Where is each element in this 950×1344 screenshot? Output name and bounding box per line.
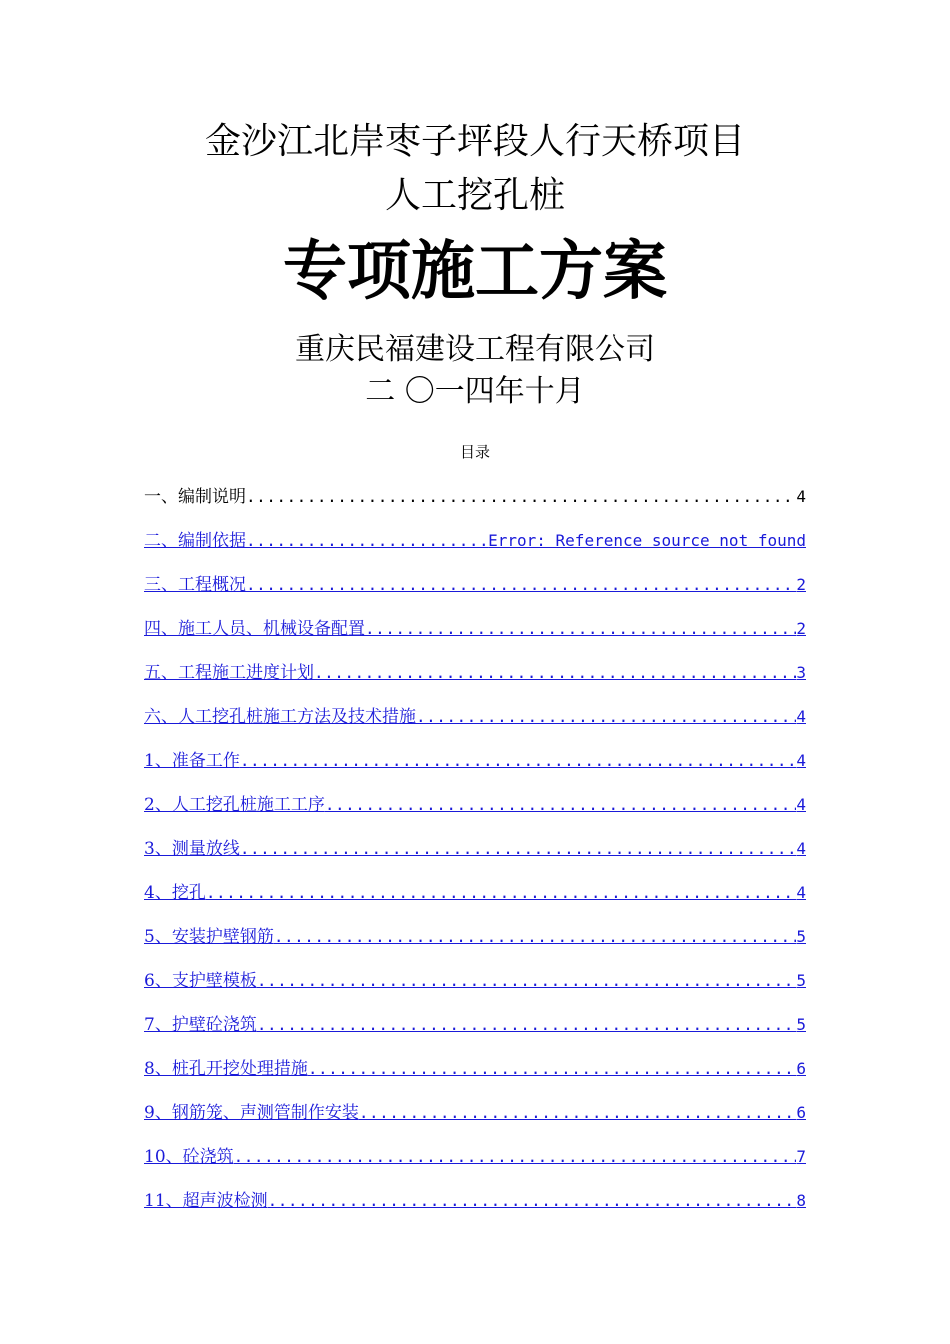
toc-leader-dots xyxy=(359,1096,797,1130)
toc-entry-label: 六、人工挖孔桩施工方法及技术措施 xyxy=(144,707,416,727)
document-date: 二 〇一四年十月 xyxy=(365,374,585,409)
document-title: 专项施工方案 xyxy=(283,234,667,309)
toc-entry-label: 四、施工人员、机械设备配置 xyxy=(144,619,365,639)
toc-entry[interactable] xyxy=(144,524,806,568)
toc-entry-page: 5 xyxy=(796,1015,806,1034)
toc-entry-page: 5 xyxy=(796,971,806,990)
toc-entry-label: 五、工程施工进度计划 xyxy=(144,663,314,683)
toc-entry-page: 2 xyxy=(796,575,806,594)
toc-entry-page: 4 xyxy=(796,487,806,506)
toc-entry[interactable] xyxy=(144,1052,806,1096)
toc-entry-label: 8、桩孔开挖处理措施 xyxy=(144,1059,308,1079)
toc-leader-dots xyxy=(206,876,797,910)
toc-entry[interactable] xyxy=(144,788,806,832)
toc-entry[interactable] xyxy=(144,1008,806,1052)
table-of-contents xyxy=(144,480,806,1228)
toc-leader-dots xyxy=(246,480,796,514)
toc-leader-dots xyxy=(246,524,488,558)
toc-entry[interactable] xyxy=(144,700,806,744)
toc-entry[interactable] xyxy=(144,744,806,788)
toc-entry[interactable] xyxy=(144,480,806,524)
toc-entry-page: 5 xyxy=(796,927,806,946)
toc-entry-page: 2 xyxy=(796,619,806,638)
toc-entry-page: 6 xyxy=(796,1059,806,1078)
toc-entry[interactable] xyxy=(144,920,806,964)
toc-entry[interactable] xyxy=(144,612,806,656)
toc-leader-dots xyxy=(314,656,796,690)
toc-entry[interactable] xyxy=(144,656,806,700)
toc-entry-label: 4、挖孔 xyxy=(144,883,206,903)
toc-entry[interactable] xyxy=(144,1184,806,1228)
toc-entry-label: 1、准备工作 xyxy=(144,751,240,771)
toc-leader-dots xyxy=(365,612,796,646)
toc-entry-page: 4 xyxy=(796,751,806,770)
project-subtitle: 人工挖孔桩 xyxy=(384,175,565,216)
toc-leader-dots xyxy=(257,1008,797,1042)
toc-entry-label: 三、工程概况 xyxy=(144,575,246,595)
toc-leader-dots xyxy=(246,568,796,602)
toc-entry-label: 9、钢筋笼、声测管制作安装 xyxy=(144,1103,359,1123)
toc-entry[interactable] xyxy=(144,1096,806,1140)
toc-leader-dots xyxy=(240,832,797,866)
toc-entry-label: 一、编制说明 xyxy=(144,487,246,507)
toc-entry-label: 7、护壁砼浇筑 xyxy=(144,1015,257,1035)
toc-leader-dots xyxy=(416,700,796,734)
toc-entry-page: 4 xyxy=(796,839,806,858)
toc-entry[interactable] xyxy=(144,1140,806,1184)
toc-heading: 目录 xyxy=(459,443,490,461)
toc-entry-page: 3 xyxy=(796,663,806,682)
toc-entry-page: 6 xyxy=(796,1103,806,1122)
toc-entry-label: 11、超声波检测 xyxy=(144,1191,268,1211)
toc-leader-dots xyxy=(257,964,797,998)
toc-entry[interactable] xyxy=(144,964,806,1008)
toc-entry-label: 6、支护壁模板 xyxy=(144,971,257,991)
company-name: 重庆民福建设工程有限公司 xyxy=(295,332,655,367)
toc-entry-page: 8 xyxy=(796,1191,806,1210)
toc-leader-dots xyxy=(234,1140,797,1174)
toc-leader-dots xyxy=(308,1052,797,1086)
toc-entry-page: 4 xyxy=(796,883,806,902)
toc-entry[interactable] xyxy=(144,876,806,920)
toc-leader-dots xyxy=(274,920,797,954)
toc-entry-page: 4 xyxy=(796,795,806,814)
toc-entry-label: 3、测量放线 xyxy=(144,839,240,859)
toc-leader-dots xyxy=(268,1184,797,1218)
toc-entry[interactable] xyxy=(144,832,806,876)
project-title: 金沙江北岸枣子坪段人行天桥项目 xyxy=(204,121,745,162)
toc-entry-label: 5、安装护壁钢筋 xyxy=(144,927,274,947)
toc-entry[interactable] xyxy=(144,568,806,612)
toc-entry-label: 2、人工挖孔桩施工工序 xyxy=(144,795,325,815)
toc-entry-label: 二、编制依据 xyxy=(144,531,246,551)
toc-leader-dots xyxy=(240,744,797,778)
toc-entry-page: Error: Reference source not found xyxy=(488,531,806,550)
toc-entry-label: 10、砼浇筑 xyxy=(144,1147,234,1167)
toc-entry-page: 4 xyxy=(796,707,806,726)
toc-leader-dots xyxy=(325,788,797,822)
toc-entry-page: 7 xyxy=(796,1147,806,1166)
